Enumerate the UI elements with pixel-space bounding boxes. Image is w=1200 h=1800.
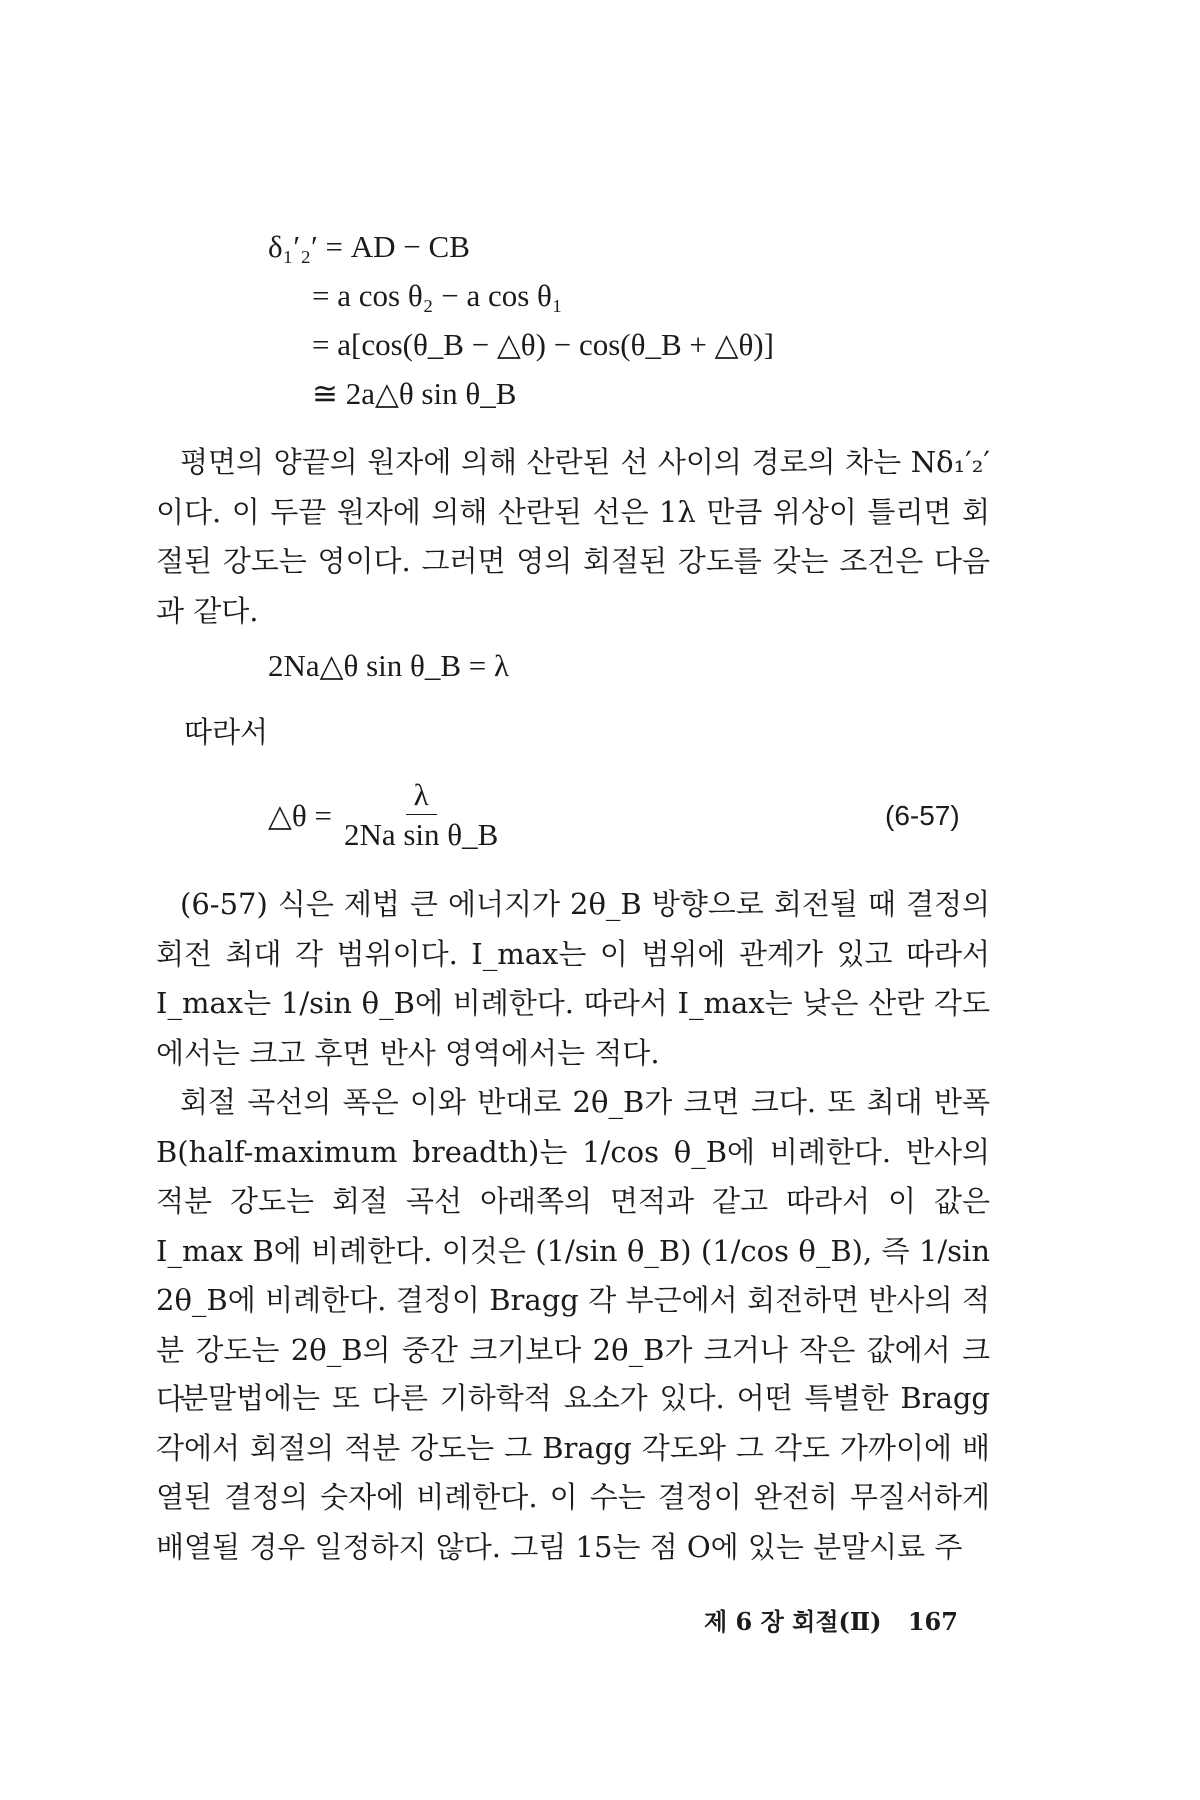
- equation-line: = a cos θ₂ − a cos θ₁: [312, 278, 563, 313]
- paragraph-rotation-range: (6-57) 식은 제법 큰 에너지가 2θ_B 방향으로 회전될 때 결정의 회전 최대 각 범위이다. I_max는 이 범위에 관계가 있고 따라서 I_max는 1/sin θ_B에 비례한다. 따라서 I_max는 낮은 산란 각도에서는 크고 후면 반사 영역에서는 적다.: [156, 887, 990, 1070]
- equation-lhs: △θ =: [268, 797, 332, 833]
- paragraph-powder-method: 분말법에는 또 다른 기하학적 요소가 있다. 어떤 특별한 Bragg 각에서 회절의 적분 강도는 그 Bragg 각도와 그 각도 가까이에 배열된 결정의 숫자에 비례한다. 이 수는 결정이 완전히 무질서하게 배열될 경우 일정하지 않다. 그림 15는 점 O에 있는 분말시료 주: [156, 1381, 990, 1564]
- fraction-numerator: λ: [406, 778, 437, 815]
- equation-block-path-difference: [268, 222, 774, 418]
- fraction-denominator: 2Na sin θ_B: [343, 817, 499, 852]
- paragraph-path-difference: 평면의 양끝의 원자에 의해 산란된 선 사이의 경로의 차는 Nδ₁′₂′이다. 이 두끝 원자에 의해 산란된 선은 1λ 만큼 위상이 틀리면 회절된 강도는 영이다. 그러면 영의 회절된 강도를 갖는 조건은 다음과 같다.: [156, 445, 990, 628]
- equation-line: ≅ 2a△θ sin θ_B: [312, 376, 517, 411]
- equation-6-57: [268, 778, 504, 853]
- chapter-title: 제 6 장 회절(Ⅱ): [704, 1607, 882, 1636]
- fraction: [338, 778, 504, 853]
- page-number: 167: [907, 1607, 958, 1636]
- paragraph-curve-width: 회절 곡선의 폭은 이와 반대로 2θ_B가 크면 크다. 또 최대 반폭 B(half-maximum breadth)는 1/cos θ_B에 비례한다. 반사의 적분 강도는 회절 곡선 아래쪽의 면적과 같고 따라서 이 값은 I_max B에 비례한다. 이것은 (1/sin θ_B) (1/cos θ_B), 즉 1/sin 2θ_B에 비례한다. 결정이 Bragg 각 부근에서 회전하면 반사의 적분 강도는 2θ_B의 중간 크기보다 2θ_B가 크거나 작은 값에서 크다: [156, 1085, 990, 1416]
- connector-text: 따라서: [184, 715, 269, 749]
- equation-zero-intensity-condition: 2Na△θ sin θ_B = λ: [268, 648, 510, 683]
- equation-line: δ₁′₂′ = AD − CB: [268, 229, 470, 264]
- page-footer: [704, 1602, 958, 1637]
- equation-line: = a[cos(θ_B − △θ) − cos(θ_B + △θ)]: [312, 327, 774, 362]
- equation-number: (6-57): [885, 800, 960, 831]
